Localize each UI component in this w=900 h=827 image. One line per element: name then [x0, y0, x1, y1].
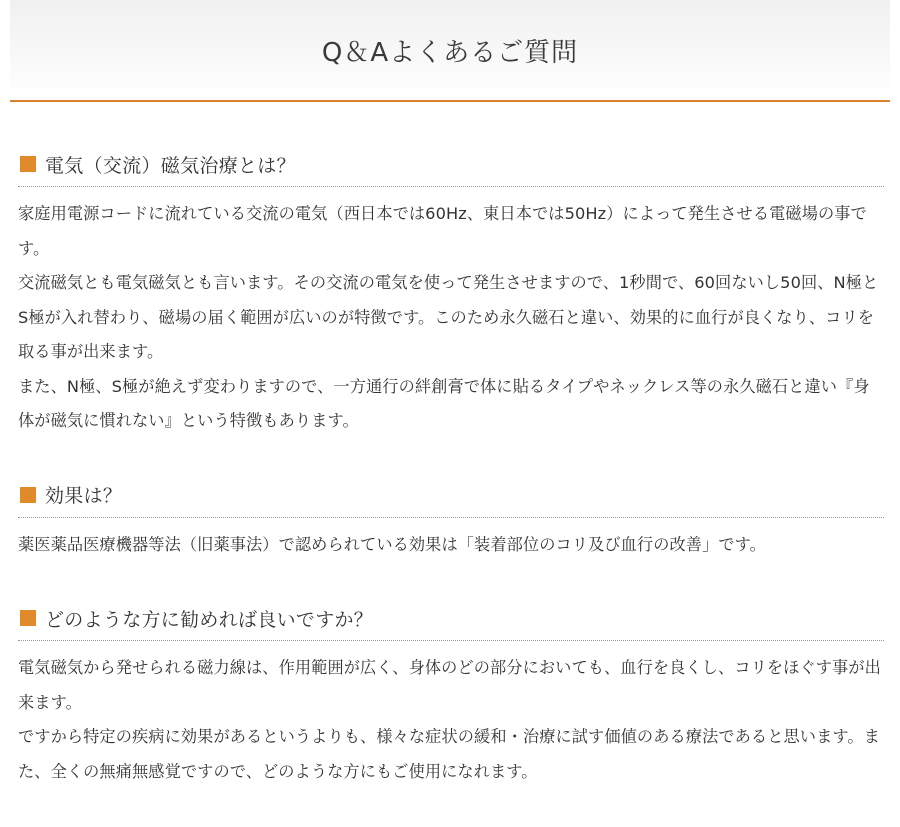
qa-section-what-is: [18, 146, 884, 439]
section-heading: [18, 600, 884, 641]
qa-section-effect: [18, 477, 884, 563]
paragraph: また、N極、S極が絶えず変わりますので、一方通行の絆創膏で体に貼るタイプやネックレス等の永久磁石と違い『身体が磁気に慣れない』という特徴もあります。: [18, 376, 870, 430]
page-header: [10, 0, 890, 102]
section-heading: [18, 146, 884, 187]
section-heading: [18, 477, 884, 518]
paragraph: 交流磁気とも電気磁気とも言います。その交流の電気を使って発生させますので、1秒間で、60回ないし50回、N極とS極が入れ替わり、磁場の届く範囲が広いのが特徴です。このため永久磁石と違い、効果的に血行が良くなり、コリを取る事が出来ます。: [18, 273, 879, 361]
paragraph: 家庭用電源コードに流れている交流の電気（西日本では60Hz、東日本では50Hz）によって発生させる電磁場の事です。: [18, 204, 867, 258]
section-title: 効果は？: [45, 485, 123, 507]
section-body: [18, 518, 884, 563]
section-title: どのような方に勧めれば良いですか？: [45, 608, 374, 631]
section-title: 電気（交流）磁気治療とは？: [45, 154, 296, 177]
page-title: Q＆Aよくあるご質問: [321, 37, 579, 68]
paragraph: ですから特定の疾病に効果があるというよりも、様々な症状の緩和・治療に試す価値のある療法であると思います。また、全くの無痛無感覚ですので、どのような方にもご使用になれます。: [18, 727, 880, 781]
paragraph: 薬医薬品医療機器等法（旧薬事法）で認められている効果は「装着部位のコリ及び血行の改善」です。: [18, 534, 766, 554]
qa-content: [18, 146, 884, 827]
square-bullet-icon: [20, 487, 36, 503]
paragraph: 電気磁気から発せられる磁力線は、作用範囲が広く、身体のどの部分においても、血行を良くし、コリをほぐす事が出来ます。: [18, 658, 881, 712]
square-bullet-icon: [20, 610, 36, 626]
square-bullet-icon: [20, 156, 36, 172]
section-body: [18, 641, 884, 789]
section-body: [18, 187, 884, 439]
qa-section-recommend: [18, 600, 884, 789]
